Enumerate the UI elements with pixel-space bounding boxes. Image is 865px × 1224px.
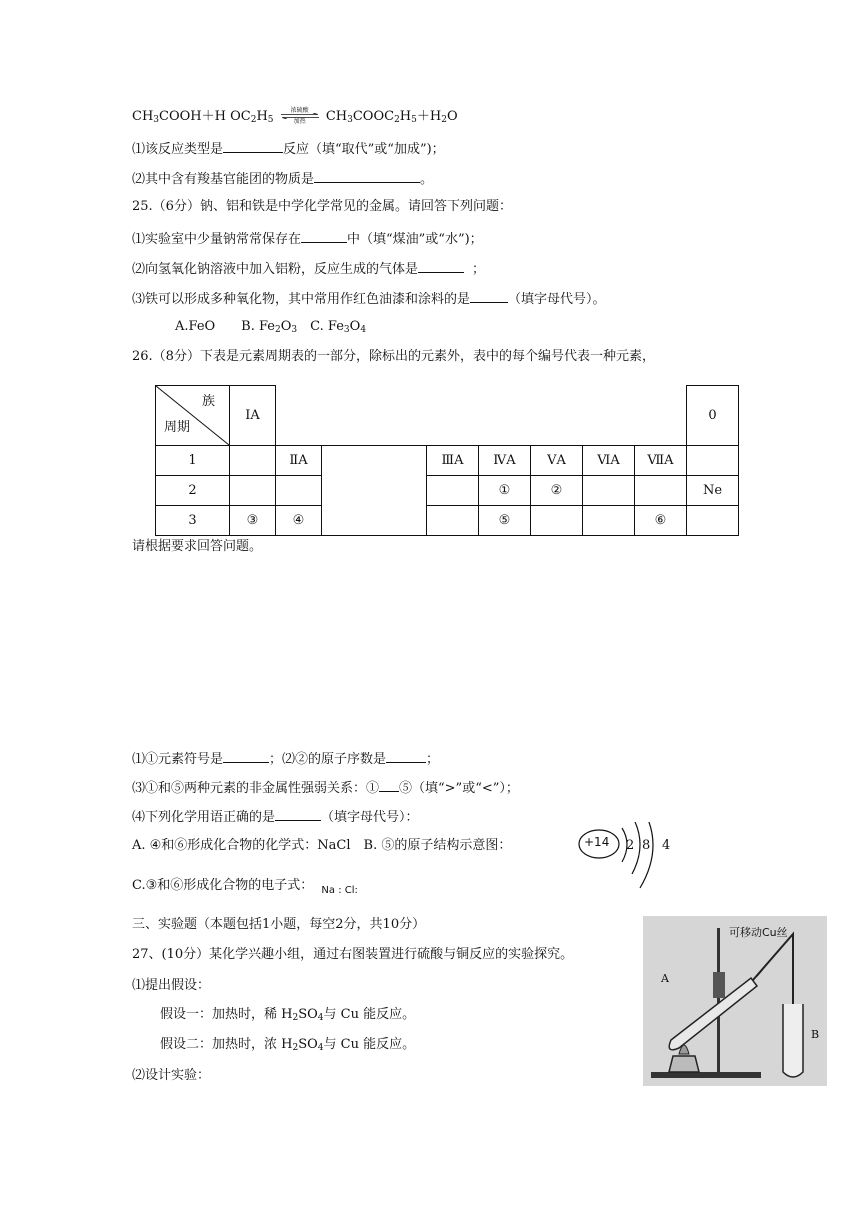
atom-structure-diagram [578, 822, 678, 892]
table-cell [230, 446, 276, 476]
answer-blank[interactable] [223, 748, 269, 763]
table-cell [635, 476, 687, 506]
q26-part4 [132, 806, 419, 827]
group-header-7a: ⅦA [635, 446, 687, 476]
q27-hypothesis-2: 假设二：加热时，浓 $H_2SO_4$与 Cu 能反应。 [160, 1037, 416, 1053]
q26-part3 [132, 777, 519, 798]
element-cell-3: ③ [230, 506, 276, 536]
table-cell [427, 506, 479, 536]
q24-part2 [132, 168, 433, 189]
group-header-1a: IA [230, 386, 276, 446]
shell-count: 8 [642, 838, 651, 853]
element-cell-4: ④ [276, 506, 322, 536]
equilibrium-arrow-icon [280, 107, 320, 125]
group-header-3a: ⅢA [427, 446, 479, 476]
nucleus-label: +14 [584, 835, 610, 849]
q27-hypothesis-1: 假设一：加热时，稀 $H_2SO_4$与 Cu 能反应。 [160, 1007, 416, 1023]
shell-count: 2 [626, 838, 635, 853]
q24-p1-text: ⑴该反应类型是 [132, 142, 224, 157]
element-cell-2: ② [531, 476, 583, 506]
corner-period-label: 周期 [164, 420, 191, 435]
group-header-5a: ⅤA [531, 446, 583, 476]
q25-p3-text: ⑶铁可以形成多种氧化物，其中常用作红色油漆和涂料的是 [132, 292, 471, 307]
table-corner [156, 386, 230, 446]
label-b: B [811, 1028, 820, 1041]
element-cell-1: ① [479, 476, 531, 506]
element-cell-ne: Ne [687, 476, 739, 506]
q25-p3-text2: （填字母代号）。 [508, 292, 606, 307]
q25-p2-text: ⑵向氢氧化钠溶液中加入铝粉，反应生成的气体是 [132, 262, 419, 277]
answer-blank[interactable] [379, 777, 399, 792]
q26-p1-text: ⑴①元素符号是 [132, 752, 224, 767]
q25-part2 [132, 258, 485, 279]
q25-part1 [132, 228, 483, 249]
table-row [156, 446, 739, 476]
q26-instruction: 请根据要求回答问题。 [132, 539, 263, 554]
corner-group-label: 族 [201, 394, 215, 409]
q24-part1 [132, 138, 445, 159]
condition-bottom: 加热 [293, 118, 306, 125]
condition-top: 浓硫酸 [290, 107, 309, 114]
period-cell: 1 [156, 446, 230, 476]
answer-blank[interactable] [470, 288, 508, 303]
q26-p3-text: ⑶①和⑤两种元素的非金属性强弱关系：① [132, 781, 380, 796]
answer-blank[interactable] [301, 228, 347, 243]
q27-part2: ⑵设计实验： [132, 1068, 211, 1083]
answer-blank[interactable] [223, 138, 283, 153]
answer-blank[interactable] [275, 806, 321, 821]
group-header-4a: ⅣA [479, 446, 531, 476]
q24-p1-text2: 反应（填“取代”或“加成”)； [283, 142, 445, 157]
apparatus-figure [643, 916, 827, 1086]
table-cell [583, 476, 635, 506]
q26-p4-text: ⑷下列化学用语正确的是 [132, 810, 276, 825]
q26-p2-end: ； [426, 752, 440, 767]
label-movable-cu-wire: 可移动Cu丝 [729, 926, 788, 939]
table-cell [687, 446, 739, 476]
q25-stem: 25.（6分）钠、铝和铁是中学化学常见的金属。请回答下列问题： [132, 199, 512, 214]
periodic-table [155, 385, 739, 536]
electron-dot-formula: Na : Cl: [321, 885, 358, 896]
group-header-6a: ⅥA [583, 446, 635, 476]
reaction-equation [132, 107, 458, 129]
table-cell [583, 506, 635, 536]
q26-option-a-b: A. ④和⑥形成化合物的化学式：NaCl B. ⑤的原子结构示意图： [132, 838, 512, 853]
q27-stem: 27、(10分）某化学兴趣小组，通过右图装置进行硫酸与铜反应的实验探究。 [132, 947, 574, 962]
group-header-2a: ⅡA [276, 446, 322, 476]
table-row [156, 476, 739, 506]
table-cell [276, 476, 322, 506]
q26-optc-text: C.③和⑥形成化合物的电子式： [132, 878, 314, 893]
period-cell: 2 [156, 476, 230, 506]
table-cell [531, 506, 583, 536]
q24-p2-text: ⑵其中含有羧基官能团的物质是 [132, 172, 315, 187]
q26-p2-text: ；⑵②的原子序数是 [269, 752, 387, 767]
q26-option-c [132, 877, 358, 896]
element-cell-6: ⑥ [635, 506, 687, 536]
shell-count: 4 [662, 838, 671, 853]
section-3-title: 三、实验题（本题包括1小题，每空2分，共10分） [132, 917, 426, 932]
group-header-0: 0 [687, 386, 739, 446]
q26-p3-text2: ⑤（填“>”或“<”）； [399, 781, 519, 796]
reaction-left: $CH_3COOH+H$ $OC_2H_5$ [132, 108, 274, 125]
q25-p1-text2: 中（填“煤油”或“水”)； [347, 232, 483, 247]
table-cell [230, 476, 276, 506]
q27-part1: ⑴提出假设： [132, 978, 211, 993]
q24-p2-text2: 。 [420, 172, 434, 187]
label-a: A [661, 972, 669, 985]
element-cell-5: ⑤ [479, 506, 531, 536]
answer-blank[interactable] [386, 748, 426, 763]
answer-blank[interactable] [418, 258, 464, 273]
reaction-right: $CH_3COOC_2H_5+H_2O$ [325, 108, 458, 125]
answer-blank[interactable] [314, 168, 420, 183]
q25-options: A.FeO B. $Fe_2O_3$ C. $Fe_3O_4$ [175, 319, 367, 335]
q26-stem: 26.（8分）下表是元素周期表的一部分，除标出的元素外，表中的每个编号代表一种元素， [132, 349, 655, 364]
q25-part3 [132, 288, 606, 309]
period-cell: 3 [156, 506, 230, 536]
q25-p1-text: ⑴实验室中少量钠常常保存在 [132, 232, 302, 247]
table-cell [427, 476, 479, 506]
table-row [156, 506, 739, 536]
q26-p4-text2: （填字母代号）： [321, 810, 419, 825]
q26-part1-2 [132, 748, 439, 769]
q25-p2-text2: ； [472, 262, 486, 277]
table-cell [687, 506, 739, 536]
